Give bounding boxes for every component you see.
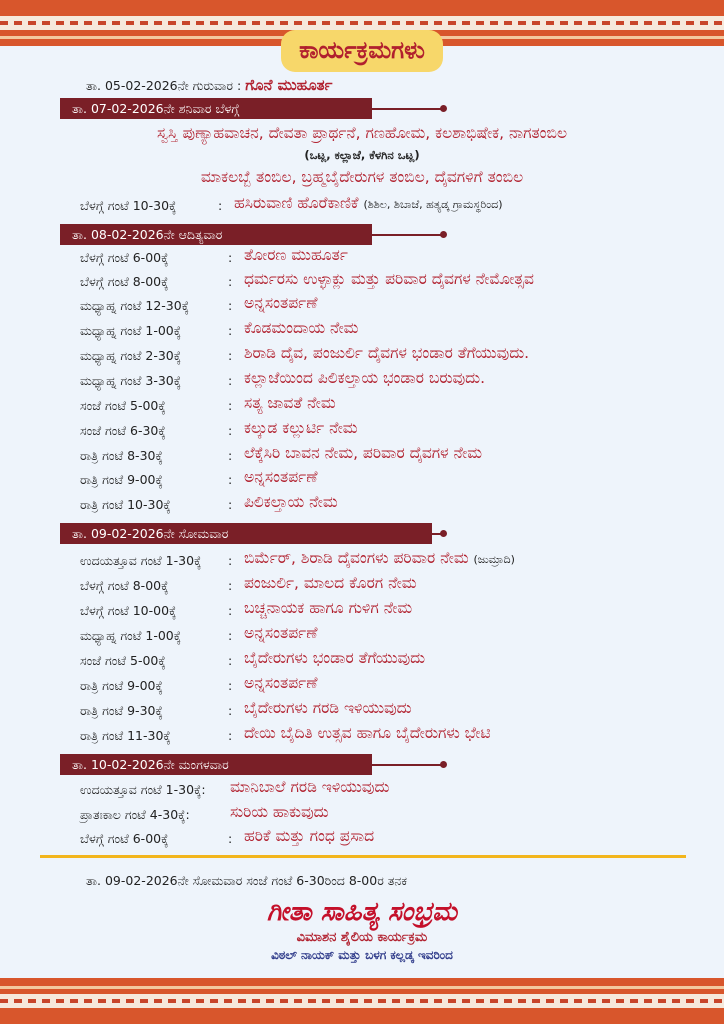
schedule-row: ರಾತ್ರಿ ಗಂಟೆ 8-30ಕ್ಕೆ : ಲೆಕ್ಕೆಸಿರಿ ಬಾವನ ನೇಮ, ಪರಿವಾರ ದೈವಗಳ ನೇಮ — [80, 444, 482, 463]
schedule-row: ರಾತ್ರಿ ಗಂಟೆ 10-30ಕ್ಕೆ : ಪಿಲಿಕಲ್ತಾಯ ನೇಮ — [80, 493, 338, 512]
header-dot — [440, 761, 447, 768]
day-header: ತಾ. 09-02-2026ನೇ ಸೋಮವಾರ — [60, 523, 432, 544]
program-by: ವಿಠಲ್ ನಾಯಕ್ ಮತ್ತು ಬಳಗ ಕಲ್ಲಡ್ಕ ಇವರಿಂದ — [271, 948, 453, 962]
header-dot — [440, 105, 447, 112]
schedule-row: ಸಂಜೆ ಗಂಟೆ 6-30ಕ್ಕೆ : ಕಲ್ಕುಡ ಕಲ್ಲುರ್ಟಿ ನೇಮ — [80, 419, 358, 438]
program-name: ಗೀತಾ ಸಾಹಿತ್ಯ ಸಂಭ್ರಮ — [267, 897, 457, 927]
schedule-row: ಮಧ್ಯಾಹ್ನ ಗಂಟೆ 1-00ಕ್ಕೆ : ಅನ್ನಸಂತರ್ಪಣೆ — [80, 624, 318, 643]
schedule-row: ಬೆಳಗ್ಗೆ ಗಂಟೆ 8-00ಕ್ಕೆ : ಧರ್ಮರಸು ಉಳ್ಳಾಕ್ಲು ಮತ್ತು ಪರಿವಾರ ದೈವಗಳ ನೇಮೋತ್ಸವ — [80, 270, 534, 289]
day1-line1: ಸ್ವಸ್ತಿ ಪುಣ್ಯಾಹವಾಚನ, ದೇವತಾ ಪ್ರಾರ್ಥನೆ, ಗಣಹೋಮ, ಕಲಶಾಭಿಷೇಕ, ನಾಗತಂಬಿಲ — [156, 124, 568, 142]
program-subtitle: ವಿಮಾಶನ ಶೈಲಿಯ ಕಾರ್ಯಕ್ರಮ — [296, 930, 428, 945]
title-container — [0, 30, 724, 72]
row-event: ಹಸಿರುವಾಣಿ ಹೊರೆಕಾಣಿಕೆ (ಶಿಶಿಲ, ಶಿಬಾಜೆ, ಹತ್ಯಡ್ಕ ಗ್ರಾಮಸ್ಥರಿಂದ) — [234, 194, 503, 212]
schedule-row: ಸಂಜೆ ಗಂಟೆ 5-00ಕ್ಕೆ : ಬೈದೇರುಗಳು ಭಂಡಾರ ತೆಗೆಯುವುದು — [80, 649, 426, 668]
schedule-row: ಉದಯತ್ತೂವ ಗಂಟೆ 1-30ಕ್ಕೆ: ಮಾನಿಬಾಲೆ ಗರಡಿ ಇಳಿಯುವುದು — [80, 778, 390, 797]
bottom-border — [0, 978, 724, 1024]
row-note: (ಶಿಶಿಲ, ಶಿಬಾಜೆ, ಹತ್ಯಡ್ಕ ಗ್ರಾಮಸ್ಥರಿಂದ) — [363, 198, 503, 211]
header-rule — [372, 234, 442, 236]
schedule-row: ಬೆಳಗ್ಗೆ ಗಂಟೆ 8-00ಕ್ಕೆ : ಪಂಜುರ್ಲಿ, ಮಾಲದ ಕೊರಗ ನೇಮ — [80, 574, 417, 593]
first-line — [86, 76, 332, 94]
schedule-row: ರಾತ್ರಿ ಗಂಟೆ 9-00ಕ್ಕೆ : ಅನ್ನಸಂತರ್ಪಣೆ — [80, 468, 318, 487]
day1-line3: ಮಾಕಲಬ್ಬೆ ತಂಬಿಲ, ಬ್ರಹ್ಮಬೈದೇರುಗಳ ತಂಬಿಲ, ದೈವಗಳಿಗೆ ತಂಬಿಲ — [200, 168, 524, 186]
schedule-row: ಮಧ್ಯಾಹ್ನ ಗಂಟೆ 2-30ಕ್ಕೆ : ಶಿರಾಡಿ ದೈವ, ಪಂಜುರ್ಲಿ ದೈವಗಳ ಭಂಡಾರ ತೆಗೆಯುವುದು. — [80, 344, 530, 363]
header-dot — [440, 530, 447, 537]
day1-line2: (ಒಟ್ಲ, ಕಲ್ಲಾಜೆ, ಕೆಳಗಿನ ಒಟ್ಲ) — [304, 148, 420, 162]
day-header: ತಾ. 07-02-2026ನೇ ಶನಿವಾರ ಬೆಳಗ್ಗೆ — [60, 98, 372, 119]
first-line-date: ತಾ. 05-02-2026ನೇ ಗುರುವಾರ : — [86, 78, 242, 93]
day-header: ತಾ. 10-02-2026ನೇ ಮಂಗಳವಾರ — [60, 754, 372, 775]
schedule-row: ಉದಯತ್ತೂವ ಗಂಟೆ 1-30ಕ್ಕೆ : ಬಿರ್ಮೆರ್, ಶಿರಾಡಿ ದೈವಂಗಳು ಪರಿವಾರ ನೇಮ (ಜುಮ್ರಾದಿ) — [80, 549, 515, 568]
schedule-row: ಪ್ರಾತಃಕಾಲ ಗಂಟೆ 4-30ಕ್ಕೆ: ಸುರಿಯ ಹಾಕುವುದು — [80, 803, 329, 822]
header-rule — [372, 764, 442, 766]
schedule-row: ಬೆಳಗ್ಗೆ ಗಂಟೆ 6-00ಕ್ಕೆ : ತೋರಣ ಮುಹೂರ್ತ — [80, 246, 348, 265]
row-note: (ಜುಮ್ರಾದಿ) — [473, 553, 515, 566]
footnote: ತಾ. 09-02-2026ನೇ ಸೋಮವಾರ ಸಂಜೆ ಗಂಟೆ 6-30ರಿಂದ 8-00ರ ತನಕ — [86, 873, 407, 888]
schedule-row: ಮಧ್ಯಾಹ್ನ ಗಂಟೆ 1-00ಕ್ಕೆ : ಕೊಡಮಂದಾಯ ನೇಮ — [80, 319, 359, 338]
schedule-row: ಬೆಳಗ್ಗೆ ಗಂಟೆ 10-30ಕ್ಕೆ : ಹಸಿರುವಾಣಿ ಹೊರೆಕಾಣಿಕೆ (ಶಿಶಿಲ, ಶಿಬಾಜೆ, ಹತ್ಯಡ್ಕ ಗ್ರಾಮಸ್ಥರಿಂದ) — [80, 194, 503, 213]
schedule-row: ಮಧ್ಯಾಹ್ನ ಗಂಟೆ 12-30ಕ್ಕೆ : ಅನ್ನಸಂತರ್ಪಣೆ — [80, 294, 318, 313]
schedule-row: ಮಧ್ಯಾಹ್ನ ಗಂಟೆ 3-30ಕ್ಕೆ : ಕಲ್ಲಾಜೆಯಿಂದ ಪಿಲಿಕಲ್ತಾಯ ಭಂಡಾರ ಬರುವುದು. — [80, 369, 486, 388]
day-header: ತಾ. 08-02-2026ನೇ ಆದಿತ್ಯವಾರ — [60, 224, 372, 245]
schedule-row: ಸಂಜೆ ಗಂಟೆ 5-00ಕ್ಕೆ : ಸತ್ಯ ಜಾವತೆ ನೇಮ — [80, 394, 336, 413]
schedule-row: ಬೆಳಗ್ಗೆ ಗಂಟೆ 10-00ಕ್ಕೆ : ಬಚ್ಚನಾಯಕ ಹಾಗೂ ಗುಳಿಗ ನೇಮ — [80, 599, 413, 618]
header-rule — [372, 108, 442, 110]
divider — [40, 855, 686, 858]
page-title: ಕಾರ್ಯಕ್ರಮಗಳು — [281, 30, 443, 72]
first-line-event: ಗೊನೆ ಮುಹೂರ್ತ — [245, 76, 333, 94]
schedule-row: ರಾತ್ರಿ ಗಂಟೆ 11-30ಕ್ಕೆ : ದೇಯಿ ಬೈದಿತಿ ಉತ್ಸವ ಹಾಗೂ ಬೈದೇರುಗಳು ಭೇಟಿ — [80, 724, 491, 743]
schedule-row: ರಾತ್ರಿ ಗಂಟೆ 9-30ಕ್ಕೆ : ಬೈದೇರುಗಳು ಗರಡಿ ಇಳಿಯುವುದು — [80, 699, 412, 718]
schedule-row: ಬೆಳಗ್ಗೆ ಗಂಟೆ 6-00ಕ್ಕೆ : ಹರಿಕೆ ಮತ್ತು ಗಂಧ ಪ್ರಸಾದ — [80, 827, 375, 846]
header-dot — [440, 231, 447, 238]
schedule-row: ರಾತ್ರಿ ಗಂಟೆ 9-00ಕ್ಕೆ : ಅನ್ನಸಂತರ್ಪಣೆ — [80, 674, 318, 693]
row-time: ಬೆಳಗ್ಗೆ ಗಂಟೆ 10-30ಕ್ಕೆ — [80, 198, 177, 213]
